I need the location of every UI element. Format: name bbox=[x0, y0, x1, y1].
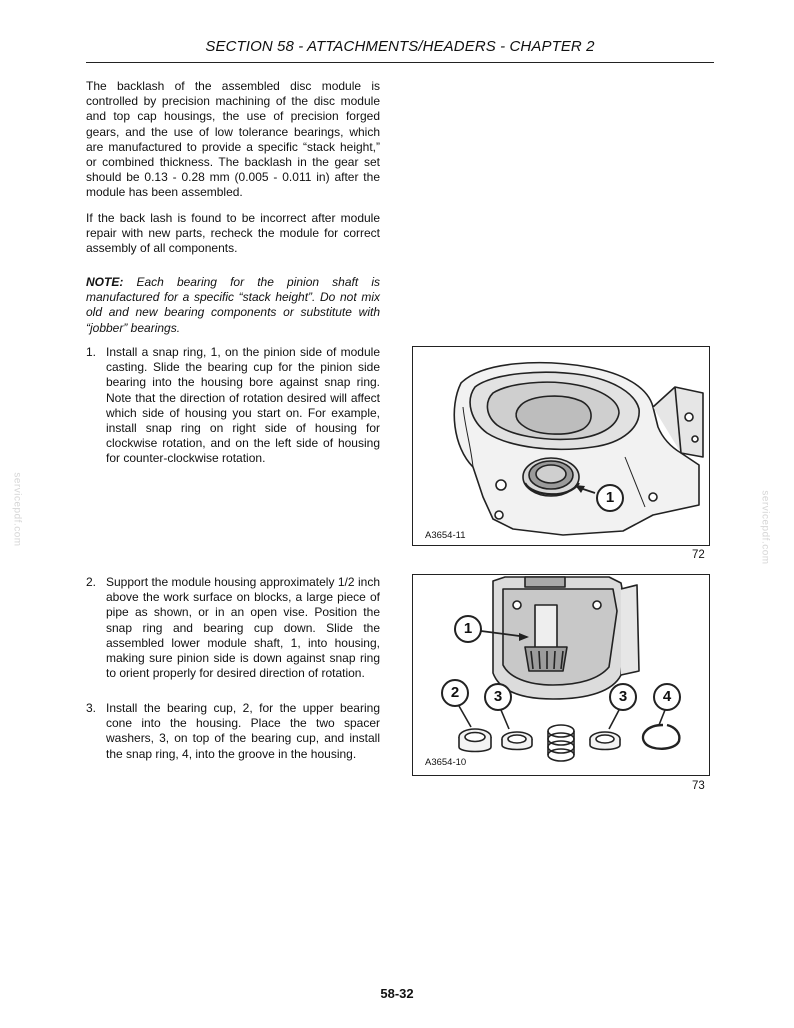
figure-72 bbox=[412, 346, 710, 546]
watermark-right: servicepdf.com bbox=[759, 490, 771, 565]
step-1 bbox=[86, 345, 380, 467]
figure-code: A3654-11 bbox=[425, 530, 466, 541]
step-3 bbox=[86, 701, 380, 762]
figure-code: A3654-10 bbox=[425, 757, 467, 768]
step-text: Support the module housing approximately 1/2 inch above the work surface on blocks, a large piece of pipe as shown, or in an open vise. Position the snap ring and bearing cup down. Slide the assembled lower module shaft, 1, into housing, making sure pinion side is down against snap ring to orient properly for desired direction of rotation. bbox=[106, 575, 380, 681]
note-text: Each bearing for the pinion shaft is manufactured for a specific “stack height”. Do not mix old and new bearing components or substitute with “jobber” bearings. bbox=[86, 275, 380, 335]
intro-paragraph-1 bbox=[86, 79, 380, 201]
step-2 bbox=[86, 575, 380, 681]
housing-illustration bbox=[413, 347, 708, 544]
callout-2: 2 bbox=[450, 684, 460, 701]
intro-paragraph-2 bbox=[86, 211, 380, 257]
header-rule bbox=[86, 62, 714, 63]
section-header: SECTION 58 - ATTACHMENTS/HEADERS - CHAPTER 2 bbox=[205, 38, 595, 55]
step-number: 2. bbox=[86, 575, 97, 589]
watermark-left: servicepdf.com bbox=[11, 472, 23, 547]
page-number: 58-32 bbox=[380, 986, 414, 1001]
note-label: NOTE: bbox=[86, 275, 124, 289]
module-assembly-illustration bbox=[413, 575, 708, 774]
callout-3-left: 3 bbox=[493, 688, 503, 705]
note-block bbox=[86, 275, 380, 336]
callout-1: 1 bbox=[605, 489, 615, 506]
callout-3-right: 3 bbox=[618, 688, 628, 705]
figure-73 bbox=[412, 574, 710, 776]
callout-4: 4 bbox=[662, 688, 672, 705]
recheck-paragraph: If the back lash is found to be incorrect after module repair with new parts, recheck the module for correct assembly of all components. bbox=[86, 211, 380, 256]
step-number: 3. bbox=[86, 701, 97, 715]
step-number: 1. bbox=[86, 345, 97, 359]
callout-1: 1 bbox=[463, 620, 473, 637]
step-text: Install the bearing cup, 2, for the upper bearing cone into the housing. Place the two spacer washers, 3, on top of the bearing cup, and install the snap ring, 4, into the groove in the housing. bbox=[106, 701, 380, 761]
figure-number: 73 bbox=[692, 780, 705, 792]
backlash-paragraph: The backlash of the assembled disc module is controlled by precision machining of the disc module and top cap housings, the use of precision forged gears, and the use of low tolerance bearings, which are manufactured to provide a specific “stack height,” or combined thickness. The backlash in the gear set should be 0.13 - 0.28 mm (0.005 - 0.011 in) after the module has been assembled. bbox=[86, 79, 380, 200]
figure-number: 72 bbox=[692, 549, 705, 561]
step-text: Install a snap ring, 1, on the pinion side of module casting. Slide the bearing cup for the pinion side bearing into the housing bore against snap ring. Note that the direction of rotation desired will affect which side of housing you start on. For example, install snap ring on right side of housing for clockwise rotation, and on the left side of housing for counter-clockwise rotation. bbox=[106, 345, 380, 466]
